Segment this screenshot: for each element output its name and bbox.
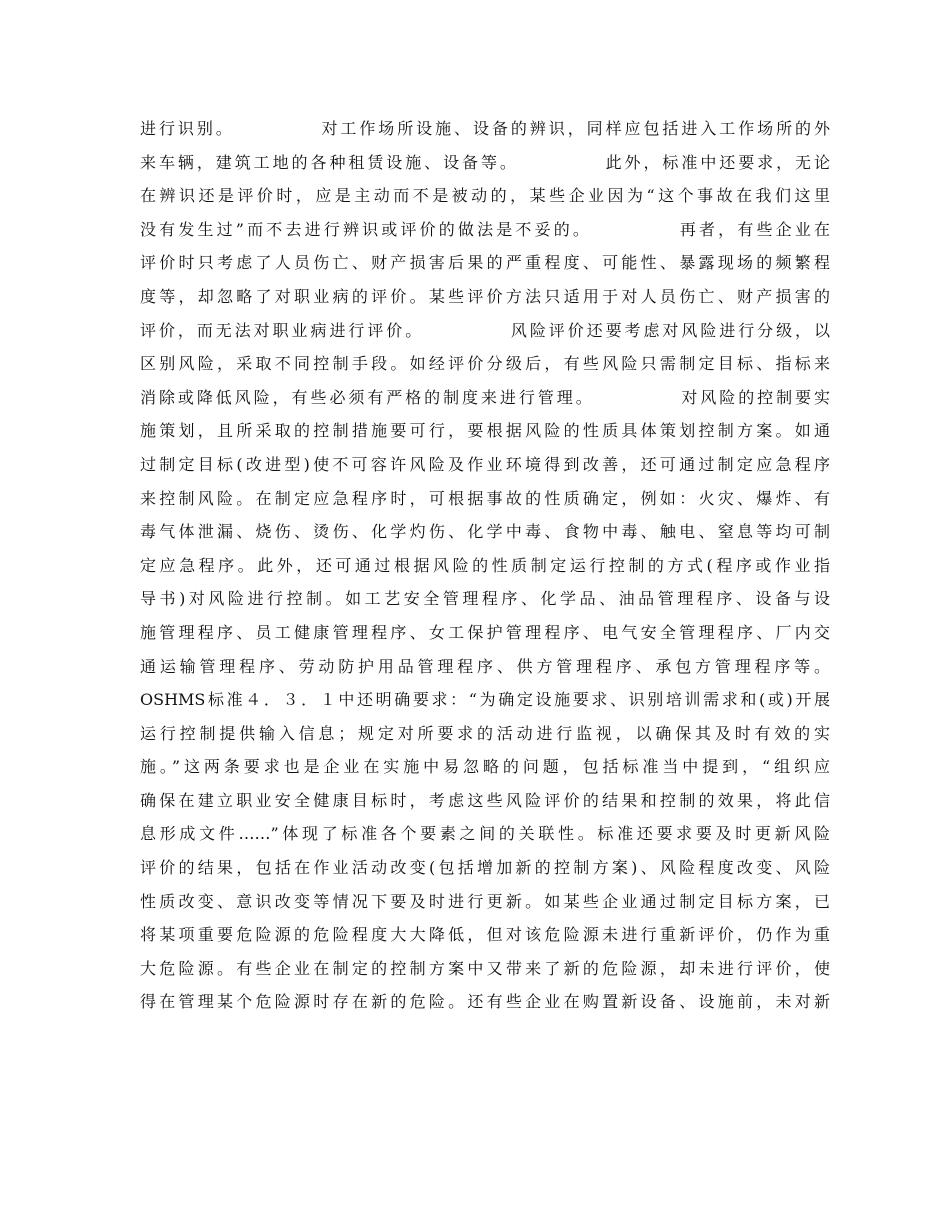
text-line: 将某项重要危险源的危险程度大大降低，但对该危险源未进行重新评价，仍作为重: [140, 925, 830, 945]
text-line: 评价时只考虑了人员伤亡、财产损害后果的严重程度、可能性、暴露现场的频繁程: [140, 253, 830, 273]
text-line: 毒气体泄漏、烧伤、烫伤、化学灼伤、化学中毒、食物中毒、触电、窒息等均可制: [140, 522, 830, 542]
text-line: 进行识别。 对工作场所设施、设备的辨识，同样应包括进入工作场所的外: [140, 119, 830, 138]
text-line: 性质改变、意识改变等情况下要及时进行更新。如某些企业通过制定目标方案，已: [140, 891, 830, 911]
text-line: 度等，却忽略了对职业病的评价。某些评价方法只适用于对人员伤亡、财产损害的: [140, 286, 830, 306]
text-line: 评价，而无法对职业病进行评价。 风险评价还要考虑对风险进行分级，以: [140, 320, 830, 340]
body-text: [140, 112, 830, 1019]
text-line: 来车辆，建筑工地的各种租赁设施、设备等。 此外，标准中还要求，无论: [140, 152, 830, 172]
text-line: 导书)对风险进行控制。如工艺安全管理程序、化学品、油品管理程序、设备与设: [140, 589, 830, 609]
text-line: 没有发生过”而不去进行辨识或评价的做法是不妥的。 再者，有些企业在: [140, 219, 830, 239]
text-line: 过制定目标(改进型)使不可容许风险及作业环境得到改善，还可通过制定应急程序: [140, 454, 830, 474]
text-line: 施管理程序、员工健康管理程序、女工保护管理程序、电气安全管理程序、厂内交: [140, 622, 830, 642]
text-line: 得在管理某个危险源时存在新的危险。还有些企业在购置新设备、设施前，未对新: [140, 992, 830, 1012]
text-line: 通运输管理程序、劳动防护用品管理程序、供方管理程序、承包方管理程序等。: [140, 656, 830, 676]
text-line: 在辨识还是评价时，应是主动而不是被动的，某些企业因为“这个事故在我们这里: [140, 186, 830, 206]
text-line: 运行控制提供输入信息；规定对所要求的活动进行监视，以确保其及时有效的实: [140, 723, 830, 743]
text-line: 消除或降低风险，有些必须有严格的制度来进行管理。 对风险的控制要实: [140, 387, 830, 407]
text-line: 来控制风险。在制定应急程序时，可根据事故的性质确定，例如：火灾、爆炸、有: [140, 488, 830, 508]
text-line: 施策划，且所采取的控制措施要可行，要根据风险的性质具体策划控制方案。如通: [140, 421, 830, 441]
text-line: 区别风险，采取不同控制手段。如经评价分级后，有些风险只需制定目标、指标来: [140, 354, 830, 374]
text-line: 定应急程序。此外，还可通过根据风险的性质制定运行控制的方式(程序或作业指: [140, 555, 830, 575]
text-line: 确保在建立职业安全健康目标时，考虑这些风险评价的结果和控制的效果，将此信: [140, 790, 830, 810]
text-line: 息形成文件……”体现了标准各个要素之间的关联性。标准还要求要及时更新风险: [140, 824, 830, 844]
text-line: 评价的结果，包括在作业活动改变(包括增加新的控制方案)、风险程度改变、风险: [140, 858, 830, 878]
text-line: OSHMS标准４．３．１中还明确要求：“为确定设施要求、识别培训需求和(或)开展: [140, 690, 830, 710]
text-line: 施。”这两条要求也是企业在实施中易忽略的问题，包括标准当中提到，“组织应: [140, 757, 830, 777]
text-line: 大危险源。有些企业在制定的控制方案中又带来了新的危险源，却未进行评价，使: [140, 958, 830, 978]
